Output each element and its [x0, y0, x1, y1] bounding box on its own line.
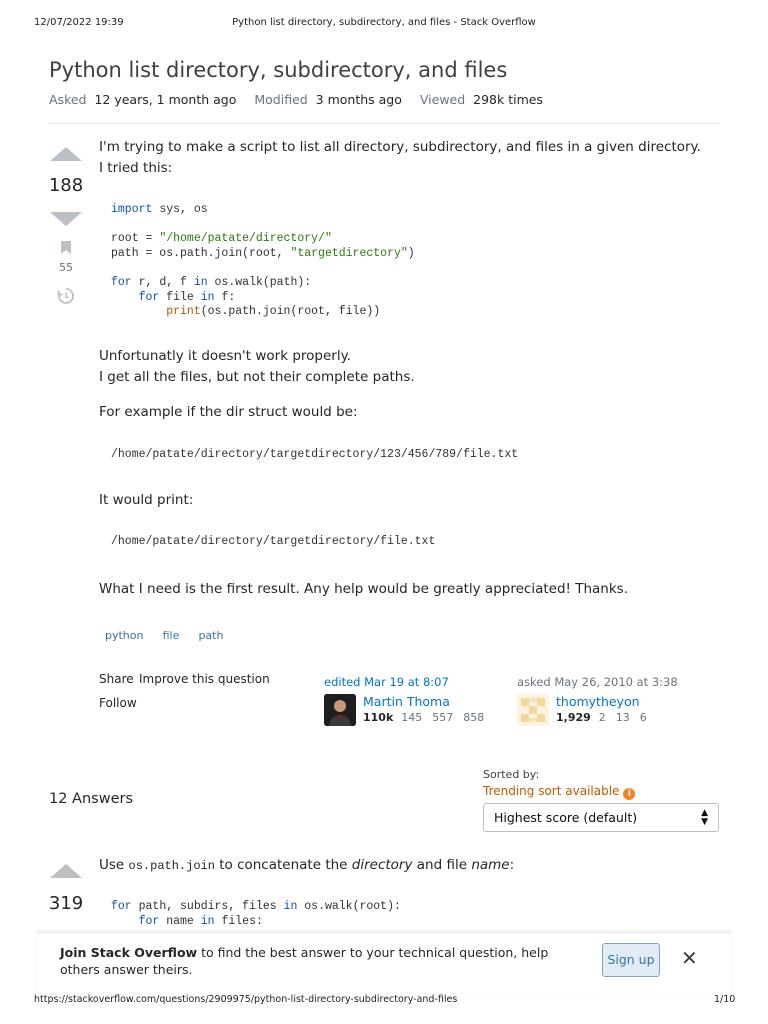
sort-select[interactable]	[483, 803, 719, 832]
code-token: name	[159, 914, 201, 928]
question-title[interactable]: Python list directory, subdirectory, and files	[49, 58, 508, 82]
downvote-button[interactable]	[50, 212, 82, 226]
asker-gold-badges: 2	[598, 711, 606, 724]
editor-reputation	[363, 711, 494, 724]
header-divider	[49, 123, 720, 124]
code-token: "targetdirectory"	[290, 246, 408, 260]
code-token: for	[111, 275, 132, 289]
editor-name[interactable]: Martin Thoma	[363, 694, 450, 709]
code-token: root =	[111, 232, 160, 246]
print-footer-page: 1/10	[714, 994, 736, 1005]
code-token: files:	[214, 914, 263, 928]
answer-text-emphasis: name	[471, 857, 510, 873]
code-token: sys, os	[152, 203, 208, 216]
tag-python[interactable]: python	[99, 626, 149, 645]
answer-text-part: :	[509, 857, 515, 873]
asked-value[interactable]: 12 years, 1 month ago	[94, 92, 237, 107]
answer-text-part: and file	[412, 857, 472, 873]
print-datetime: 12/07/2022 19:39	[34, 17, 124, 28]
answer-text-emphasis: directory	[351, 857, 413, 873]
question-text-example: For example if the dir struct would be:	[99, 404, 358, 420]
tag-list	[99, 624, 231, 645]
info-icon[interactable]: i	[623, 788, 635, 800]
asked-label: Asked	[49, 92, 87, 107]
inline-code: os.path.join	[128, 859, 215, 873]
asker-bronze-badges: 6	[639, 711, 647, 724]
asker-reputation	[556, 711, 657, 724]
code-token: path = os.path.join(root,	[111, 246, 291, 260]
code-block-output: /home/patate/directory/targetdirectory/file.txt	[111, 535, 436, 548]
code-token: import	[111, 203, 153, 216]
answer-text	[99, 855, 514, 877]
asker-avatar[interactable]	[517, 694, 549, 726]
follow-link[interactable]: Follow	[99, 696, 137, 710]
question-text-intro	[99, 137, 701, 179]
asker-name[interactable]: thomytheyon	[556, 694, 640, 709]
answer-score: 319	[48, 893, 84, 914]
question-text-line: I'm trying to make a script to list all directory, subdirectory, and files in a given directory.	[99, 139, 701, 155]
question-score: 188	[48, 175, 84, 196]
code-token: in	[200, 290, 215, 304]
close-icon[interactable]: ✕	[681, 946, 698, 970]
editor-bronze-badges: 858	[463, 711, 485, 724]
bookmark-count: 55	[59, 261, 73, 274]
code-block-dir-struct: /home/patate/directory/targetdirectory/123/456/789/file.txt	[111, 448, 519, 461]
code-token: for	[138, 290, 160, 304]
answers-count: 12 Answers	[49, 791, 134, 807]
question-text-line: Unfortunatly it doesn't work properly.	[99, 348, 351, 364]
banner-text	[60, 944, 580, 978]
modified-label: Modified	[254, 92, 308, 107]
code-token: print	[166, 305, 201, 319]
answer-text-part: to concatenate the	[214, 857, 352, 873]
select-arrows-icon: ▲ ▼	[701, 808, 708, 827]
code-token: in	[193, 275, 208, 289]
code-token: r, d, f	[131, 275, 194, 289]
code-token	[111, 915, 139, 928]
question-text-line: I get all the files, but not their complete paths.	[99, 369, 415, 385]
editor-rep-score: 110k	[363, 711, 394, 724]
history-icon[interactable]	[57, 287, 75, 309]
trending-sort-notice[interactable]	[483, 784, 635, 800]
editor-avatar[interactable]	[324, 694, 356, 726]
code-token: os.walk(root):	[297, 900, 401, 913]
code-token: )	[407, 246, 415, 260]
code-token: for	[111, 900, 132, 913]
code-token: for	[138, 914, 160, 928]
viewed-label: Viewed	[419, 92, 466, 107]
asked-timestamp: asked May 26, 2010 at 3:38	[517, 675, 678, 689]
code-token: (os.path.join(root, file))	[200, 305, 381, 319]
tag-path[interactable]: path	[192, 626, 229, 645]
code-token	[111, 305, 166, 318]
bookmark-icon[interactable]	[60, 240, 72, 259]
code-token: f:	[214, 290, 236, 304]
code-token: "/home/patate/directory/"	[159, 232, 332, 246]
editor-silver-badges: 557	[432, 711, 454, 724]
sort-select-value: Highest score (default)	[494, 810, 638, 825]
question-meta	[49, 92, 557, 107]
upvote-button[interactable]	[50, 147, 82, 161]
improve-question-link[interactable]: Improve this question	[139, 672, 270, 686]
print-footer-url: https://stackoverflow.com/questions/2909975/python-list-directory-subdirectory-and-files	[34, 994, 458, 1005]
banner-bold-text: Join Stack Overflow	[60, 945, 198, 960]
code-token: path, subdirs, files	[131, 900, 284, 913]
edited-timestamp[interactable]: edited Mar 19 at 8:07	[324, 675, 449, 689]
signup-banner	[37, 932, 731, 993]
question-text-line: I tried this:	[99, 160, 173, 176]
share-link[interactable]: Share	[99, 672, 134, 686]
answer-upvote-button[interactable]	[50, 864, 82, 878]
code-token: in	[200, 914, 215, 928]
answer-text-part: Use	[99, 857, 129, 873]
code-token: os.walk(path):	[207, 275, 312, 289]
code-block-attempt	[111, 203, 415, 320]
code-token	[111, 291, 139, 304]
modified-value[interactable]: 3 months ago	[315, 92, 402, 107]
question-text-problem	[99, 346, 415, 388]
editor-gold-badges: 145	[401, 711, 423, 724]
sorted-by-label: Sorted by:	[483, 768, 540, 781]
asker-rep-score: 1,929	[556, 711, 591, 724]
answer-code-block	[111, 900, 401, 929]
question-text-closing: What I need is the first result. Any help would be greatly appreciated! Thanks.	[99, 581, 628, 597]
print-page-title: Python list directory, subdirectory, and files - Stack Overflow	[232, 17, 536, 28]
asker-silver-badges: 13	[615, 711, 630, 724]
question-text-would-print: It would print:	[99, 492, 194, 508]
tag-file[interactable]: file	[157, 626, 186, 645]
trending-sort-text: Trending sort available	[483, 784, 620, 798]
viewed-value: 298k times	[473, 92, 543, 107]
banner-body-text: to find the best answer to your technical question, help others answer theirs.	[60, 945, 549, 977]
signup-button[interactable]: Sign up	[602, 943, 660, 977]
code-token: in	[283, 900, 298, 913]
code-token: file	[159, 290, 201, 304]
